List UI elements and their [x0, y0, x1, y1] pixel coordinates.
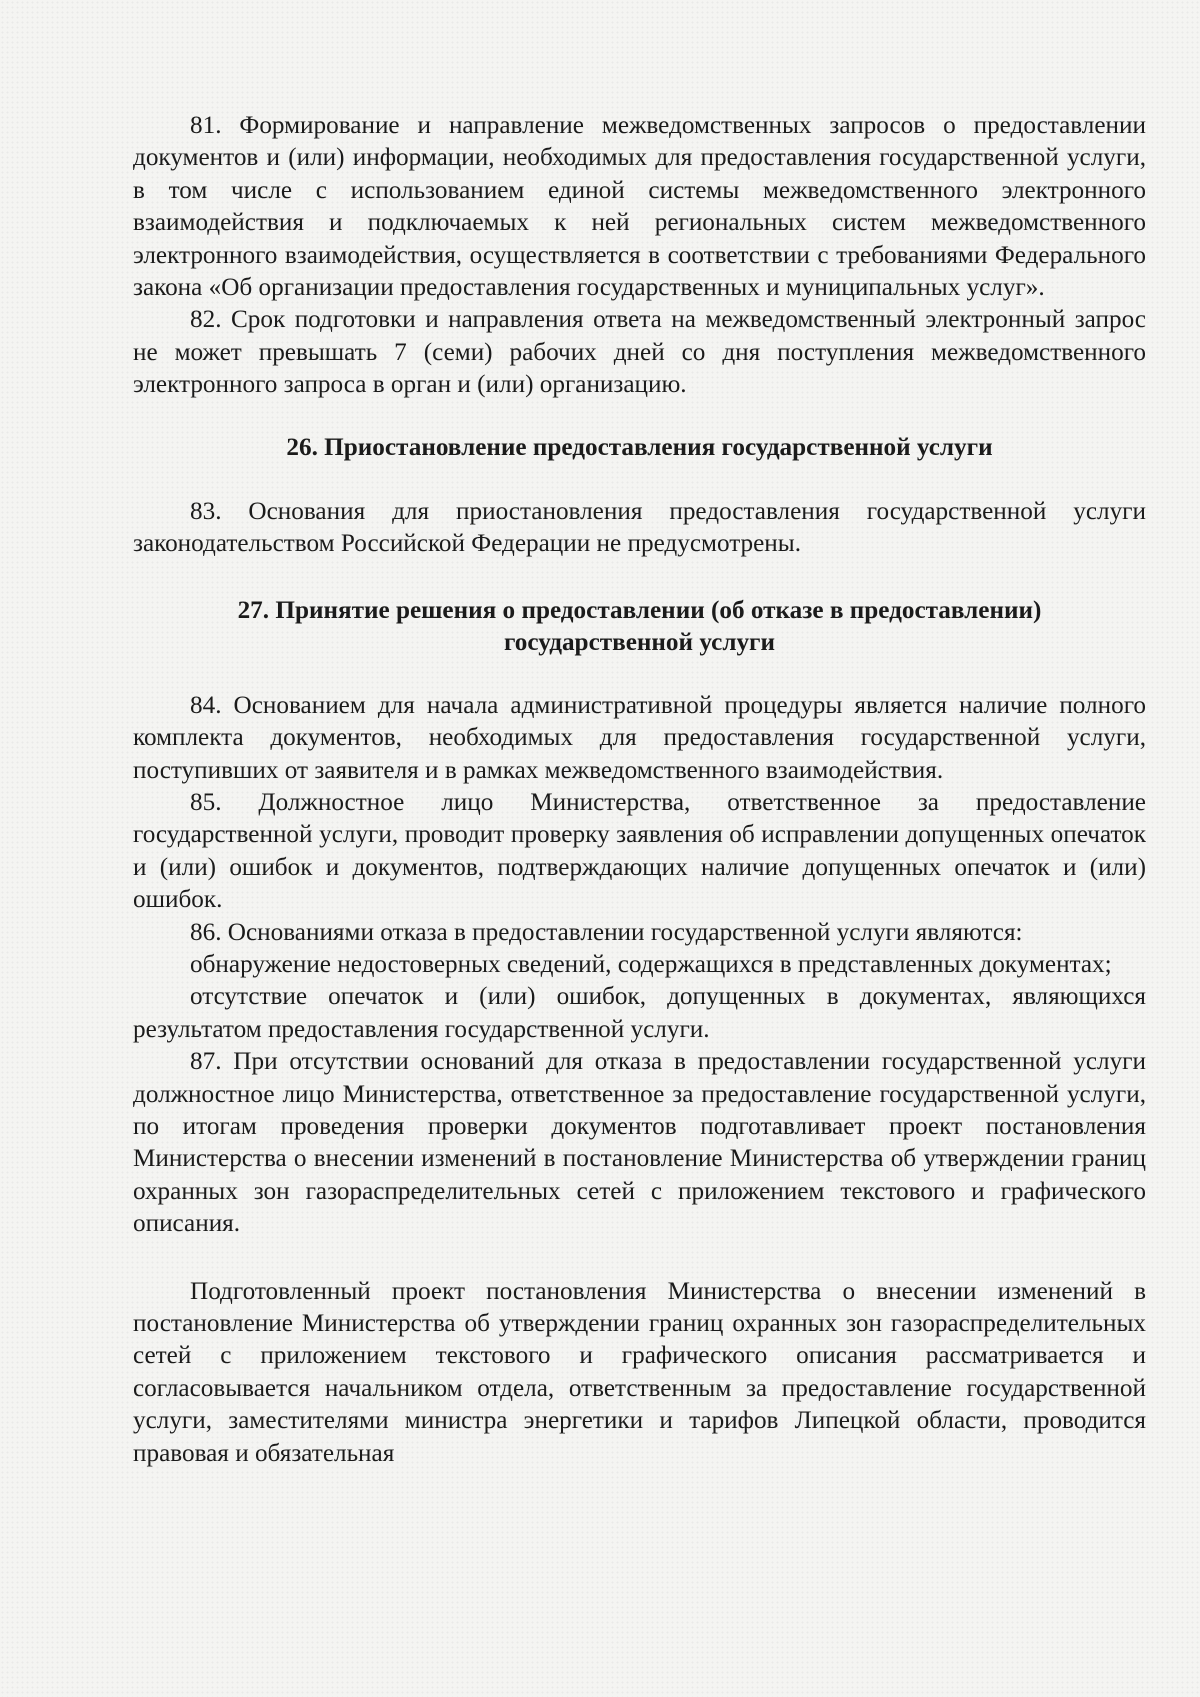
- paragraph-83: 83. Основания для приостановления предоставления государственной услуги законодательством Российской Федерации не предусмотрены.: [133, 498, 1146, 558]
- paragraph-86: 86. Основаниями отказа в предоставлении государственной услуги являются:: [190, 918, 1023, 946]
- section-heading-26: 26. Приостановление предоставления государственной услуги: [286, 433, 993, 461]
- section-heading-27-line2: государственной услуги: [503, 629, 776, 657]
- paragraph-85: 85. Должностное лицо Министерства, ответственное за предоставление государственной услуги, проводит проверку заявления об исправлении допущенных опечаток и (или) ошибок и документов, подтверждающих наличие допущенных опечаток и (или) ошибок.: [133, 788, 1146, 914]
- paragraph-82: 82. Срок подготовки и направления ответа на межведомственный электронный запрос не может превышать 7 (семи) рабочих дней со дня поступления межведомственного электронного запроса в орган и (или) организацию.: [133, 306, 1146, 399]
- section-heading-27-line1: 27. Принятие решения о предоставлении (об отказе в предоставлении): [237, 596, 1042, 624]
- list-item-refusal-ground-2: отсутствие опечаток и (или) ошибок, допущенных в документах, являющихся результатом предоставления государственной услуги.: [133, 983, 1146, 1043]
- paragraph-prepared-draft: Подготовленный проект постановления Министерства о внесении изменений в постановление Министерства об утверждении границ охранных зон газораспределительных сетей с приложением текстового и графического описания рассматривается и согласовывается начальником отдела, ответственным за предоставление государственной услуги, заместителями министра энергетики и тарифов Липецкой области, проводится правовая и обязательная: [133, 1277, 1146, 1467]
- paragraph-84: 84. Основанием для начала административной процедуры является наличие полного комплекта документов, необходимых для предоставления государственной услуги, поступивших от заявителя и в рамках межведомственного взаимодействия.: [133, 691, 1146, 784]
- paragraph-81: 81. Формирование и направление межведомственных запросов о предоставлении документов и (или) информации, необходимых для предоставления государственной услуги, в том числе с использованием единой системы межведомственного электронного взаимодействия и подключаемых к ней региональных систем межведомственного электронного взаимодействия, осуществляется в соответствии с требованиями Федерального закона «Об организации предоставления государственных и муниципальных услуг».: [133, 112, 1146, 302]
- paragraph-87: 87. При отсутствии оснований для отказа в предоставлении государственной услуги должностное лицо Министерства, ответственное за предоставление государственной услуги, по итогам проведения проверки документов подготавливает проект постановления Министерства о внесении изменений в постановление Министерства об утверждении границ охранных зон газораспределительных сетей с приложением текстового и графического описания.: [133, 1048, 1146, 1238]
- section-heading-27: [133, 595, 1146, 660]
- list-item-refusal-ground-1: обнаружение недостоверных сведений, содержащихся в представленных документах;: [190, 950, 1112, 978]
- document-body: [133, 110, 1146, 1470]
